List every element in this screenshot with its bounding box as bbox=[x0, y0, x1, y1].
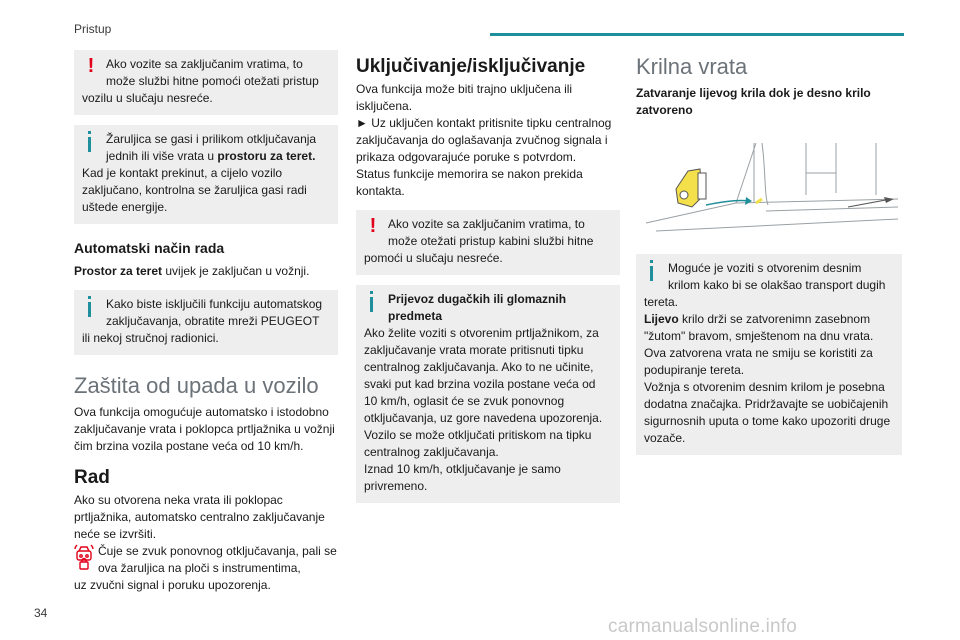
info-lead: Kako biste isključili funkciju automatskog zaključavanja, obratite mreži PEUGEOT bbox=[106, 297, 323, 328]
info-rest: tereta. bbox=[644, 295, 679, 309]
on-off-p1: Ova funkcija može biti trajno uključena ili isključena. bbox=[356, 82, 573, 113]
page-number: 34 bbox=[34, 606, 48, 620]
info-p3: Vožnja s otvorenim desnim krilom je posebna dodatna značajka. Pridržavajte se uobičajenih sigurnosnih uputa o tome kako upozoriti druge vozače. bbox=[644, 380, 891, 445]
info-rest: Ako želite voziti s otvorenim prtljažnikom, za zaključavanje vrata morate pritisnuti tipku centralnog zaključavanja. Ako to ne učinite, svaki put kad brzina vozila postane veća od 10 km/h, oglasit će se zvuk ponovnog otključavanja, uz gore navedena upozorenja. Vozilo se može otključati pritiskom na tipku centralnog zaključavanja. bbox=[364, 326, 603, 459]
warning-box bbox=[74, 50, 338, 115]
operation-heading: Rad bbox=[74, 467, 110, 488]
alarm-car-icon bbox=[74, 543, 94, 571]
alarm-text: Čuje se zvuk ponovnog otključavanja, pali se ova žaruljica na ploči s instrumentima, bbox=[98, 544, 337, 575]
info-p2: Ova zatvorena vrata ne smiju se koristiti za podupiranje tereta. bbox=[644, 346, 873, 377]
column-right bbox=[636, 50, 902, 455]
info-lead: Žaruljica se gasi i prilikom otključavanja jednih ili više vrata u prostoru za teret. bbox=[106, 132, 317, 163]
info-rest: ili nekoj stručnoj radionici. bbox=[82, 331, 219, 345]
info-rest: Kad je kontakt prekinut, a cijelo vozilo zaključano, kontrolna se žaruljica gasi radi uštede energije. bbox=[82, 166, 307, 214]
on-off-p2: ► Uz uključen kontakt pritisnite tipku centralnog zaključavanja do oglašavanja zvučnog signala i prikaza odgovarajuće poruke s potvrdom. bbox=[356, 116, 612, 164]
on-off-p3: Status funkcije memorira se nakon prekida kontakta. bbox=[356, 167, 583, 198]
info-icon bbox=[86, 296, 93, 318]
column-middle bbox=[356, 50, 620, 503]
info-box-wing-doors bbox=[636, 254, 902, 455]
auto-mode-heading: Automatski način rada bbox=[74, 240, 225, 256]
column-left bbox=[74, 50, 338, 594]
warning-lead: Ako vozite sa zaključanim vratima, to može službi hitne pomoći otežati pristup bbox=[106, 57, 319, 88]
on-off-heading: Uključivanje/isključivanje bbox=[356, 56, 586, 77]
info-lead: Prijevoz dugačkih ili glomaznih predmeta bbox=[388, 292, 567, 323]
header-rule bbox=[490, 33, 904, 36]
section-label: Pristup bbox=[74, 22, 112, 36]
operation-text: Ako su otvorena neka vrata ili poklopac prtljažnika, automatsko centralno zaključavanje neće se izvršiti. bbox=[74, 493, 325, 541]
info-left-wing: Lijevo krilo drži se zatvorenimn zasebnom "žutom" bravom, smještenom na dnu vrata. bbox=[644, 312, 874, 343]
warning-icon: ! bbox=[87, 55, 95, 77]
info-box bbox=[74, 125, 338, 224]
warning-rest: pomoći u slučaju nesreće. bbox=[364, 251, 503, 265]
info-icon bbox=[648, 260, 655, 282]
section-heading-protection: Zaštita od upada u vozilo bbox=[74, 373, 319, 398]
info-lead: Moguće je voziti s otvorenim desnim krilom kako bi se olakšao transport dugih bbox=[668, 261, 886, 292]
wing-doors-subheading: Zatvaranje lijevog krila dok je desno krilo zatvoreno bbox=[636, 86, 871, 117]
warning-box bbox=[356, 210, 620, 275]
protection-text: Ova funkcija omogućuje automatsko i istodobno zaključavanje vrata i poklopca prtljažnika u vožnji čim brzina vozila postane veća od 10 km/h. bbox=[74, 405, 335, 453]
warning-lead: Ako vozite sa zaključanim vratima, to može otežati pristup kabini službi hitne bbox=[388, 217, 594, 248]
info-icon bbox=[86, 131, 93, 153]
info-box-long-loads bbox=[356, 285, 620, 503]
wing-door-latch-illustration bbox=[636, 133, 902, 243]
auto-mode-text: Prostor za teret uvijek je zaključan u vožnji. bbox=[74, 264, 310, 278]
alarm-row bbox=[74, 543, 338, 577]
warning-icon: ! bbox=[369, 215, 377, 237]
wing-doors-heading: Krilna vrata bbox=[636, 54, 748, 79]
info-last: Iznad 10 km/h, otključavanje je samo privremeno. bbox=[364, 462, 561, 493]
alarm-rest: uz zvučni signal i poruku upozorenja. bbox=[74, 578, 271, 592]
info-box-network bbox=[74, 290, 338, 355]
warning-rest: vozilu u slučaju nesreće. bbox=[82, 91, 213, 105]
info-icon bbox=[368, 291, 375, 313]
watermark: carmanualsonline.info bbox=[608, 616, 798, 637]
